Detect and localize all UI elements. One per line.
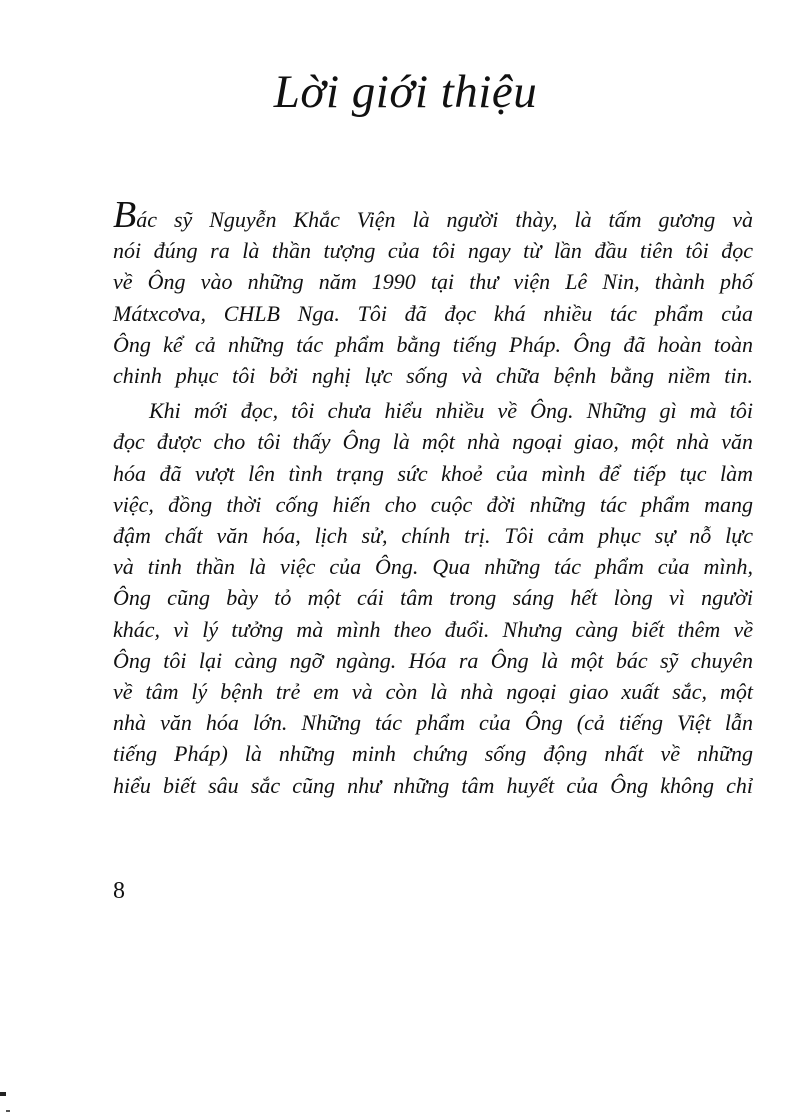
- paragraph-2: [113, 395, 753, 801]
- scan-artifact: [0, 1092, 6, 1096]
- paragraph-line: khác, vì lý tưởng mà mình theo đuổi. Nhưng càng biết thêm về: [113, 616, 753, 642]
- drop-cap-letter: B: [113, 194, 137, 236]
- paragraph-line: hiểu biết sâu sắc cũng như những tâm huyết của Ông không chỉ: [113, 772, 753, 798]
- paragraph-line: tiếng Pháp) là những minh chứng sống động nhất về những: [113, 741, 753, 767]
- paragraph-line: Khi mới đọc, tôi chưa hiểu nhiều về Ông. Những gì mà tôi: [149, 398, 753, 424]
- paragraph-line: và tinh thần là việc của Ông. Qua những tác phẩm của mình,: [113, 554, 753, 580]
- paragraph-line: chinh phục tôi bởi nghị lực sống và chữa bệnh bằng niềm tin.: [113, 363, 753, 389]
- page-title: Lời giới thiệu: [273, 66, 538, 118]
- paragraph-line: việc, đồng thời cống hiến cho cuộc đời những tác phẩm mang: [113, 491, 753, 517]
- paragraph-line: về Ông vào những năm 1990 tại thư viện Lê Nin, thành phố: [113, 269, 753, 295]
- paragraph-line: hóa đã vượt lên tình trạng sức khoẻ của mình để tiếp tục làm: [113, 460, 753, 486]
- paragraph-line: đọc được cho tôi thấy Ông là một nhà ngoại giao, một nhà văn: [113, 429, 753, 455]
- scan-artifact: [6, 1110, 10, 1112]
- paragraph-line: về tâm lý bệnh trẻ em và còn là nhà ngoại giao xuất sắc, một: [113, 679, 753, 705]
- paragraph-line: Ông cũng bày tỏ một cái tâm trong sáng hết lòng vì người: [113, 585, 753, 611]
- paragraph-line: Mátxcơva, CHLB Nga. Tôi đã đọc khá nhiều tác phẩm của: [113, 300, 753, 326]
- body-text: [113, 194, 753, 801]
- paragraph-line: nói đúng ra là thần tượng của tôi ngay từ lần đầu tiên tôi đọc: [113, 238, 753, 264]
- page-number: 8: [113, 878, 125, 904]
- line-text: ác sỹ Nguyễn Khắc Viện là người thày, là tấm gương và: [136, 207, 753, 232]
- paragraph-line: Ông kể cả những tác phẩm bằng tiếng Pháp. Ông đã hoàn toàn: [113, 331, 753, 357]
- paragraph-line: Ông tôi lại càng ngỡ ngàng. Hóa ra Ông là một bác sỹ chuyên: [113, 647, 753, 673]
- paragraph-line: [113, 194, 753, 236]
- paragraph-line: nhà văn hóa lớn. Những tác phẩm của Ông (cả tiếng Việt lẫn: [113, 710, 753, 736]
- paragraph-line: đậm chất văn hóa, lịch sử, chính trị. Tôi cảm phục sự nỗ lực: [113, 523, 753, 549]
- paragraph-1: [113, 194, 753, 391]
